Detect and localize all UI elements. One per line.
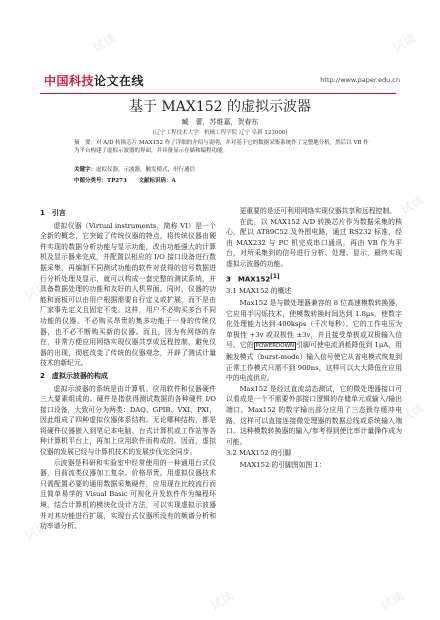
site-url[interactable]: http://www.paper.edu.cn xyxy=(320,76,400,84)
paper-affiliation: (辽宁工程技术大学 机械工程学院 辽宁 阜新 123000) xyxy=(152,130,288,136)
site-logo[interactable]: 中国科技论文在线 xyxy=(44,74,145,88)
body-paragraph: Max152 是与微处理器兼容的 8 位高速模数转换器，它应用半闪烁技术，使模数转换时间达到 1.8μs，使数字化处理能力达到 400ksps（千次每秒）。它的工作电压为单极性 +3v 或双极性 ±3v，并且接受单极或双极输入信号。它的 POWERDOWN 引脚可使电流消耗降低到 1μA，用触发模式（burst-mode）输入信号使它从省电模式恢复到正常工作模式只需不到 900ns，这样可以大大降低在应用中的电流供应。 xyxy=(226,299,403,383)
paper-title: 基于 MAX152 的虚拟示波器 xyxy=(128,99,312,115)
section-heading: 1 引言 xyxy=(40,209,66,217)
paper-authors: 臧 蕾，苏维嘉，贺春东 xyxy=(181,118,259,126)
body-paragraph: 更重要的是还可利用网络实现仪器共享和远程控制。 xyxy=(239,207,396,215)
watermark: 试读 xyxy=(22,278,51,303)
subsection-heading: 3.1 MAX152 的概述 xyxy=(226,287,292,296)
keywords-value: 虚拟仪器，示波器，触发模式，串行通信 xyxy=(96,167,196,173)
watermark: 试读 xyxy=(22,518,51,543)
doc-label: 文献标识码： xyxy=(138,178,172,184)
doc-value: A xyxy=(171,178,176,184)
paper-abstract: 摘 要：对 A/D 转换芯片 MAX152 作了详细的介绍与说明，并对基于它的数据采集系统作了完整地分析，然后以 VB 作为平台构建了虚拟示波器的界面，并具备显示存储和编程功能。 xyxy=(74,140,369,154)
watermark: 试读 xyxy=(90,30,119,55)
body-paragraph: 在此，以 MAX152 A/D 转换芯片作为数据采集的核心，配以 AT89C52 及外围电路，通过 RS232 标准，经由 MAX232 与 PC 机完成串口通讯，再由 VB 作为平台，对所采集到的信号进行分析、处理、显示，最终实现虚拟示波器的功能。 xyxy=(226,217,402,268)
watermark: 试读 xyxy=(398,192,427,217)
subsection-heading: 3.2 MAX152 的引脚 xyxy=(226,449,292,458)
watermark: 试读 xyxy=(378,588,407,613)
powerdown-pin-label: POWERDOWN xyxy=(255,343,295,350)
page-header xyxy=(0,70,440,92)
classification-line xyxy=(74,176,374,184)
section-heading: 2 虚拟示波器的构成 xyxy=(40,371,108,380)
watermark: 试读 xyxy=(390,30,419,55)
cls-value: TP273 xyxy=(107,178,127,184)
body-paragraph: MAX152 的引脚图如图 1： xyxy=(239,460,326,469)
header-rule xyxy=(40,93,396,94)
keywords-line xyxy=(74,165,374,173)
watermark: 试读 xyxy=(208,588,237,613)
body-paragraph: 虚拟仪器（Virtual instruments，简称 VI）是一个全新的概念，它突破了传统仪器的特点，将传统仪器由硬件实现的数据分析功能与显示功能，改由功能强大的计算机及显示器来完成，并配置以相应的 I/O 接口设备进行数据采集，再编制不同测试功能的软件对获得的信号数据进行分析处理及显示，就可以构成一套完整的测试系统，并具备数据处理的功能和友好的人机界面。同时，仪器的功能和面板可以由用户根据需要自行定义或扩展，而不是由厂家事先定义且固定不变。这样，用户不必购买多台不同功能的仪器，不必购买昂贵的集多功能于一身的传统仪器，也不必不断购买新的仪器。而且，因为有网络的存在，非常方便应用网络实现仪器共享或远程控制，避免仪器的出现，彻底改变了传统的仪器观念，开辟了测试计量技术的新纪元。 xyxy=(40,221,216,368)
body-paragraph: 示波器是科研和实验室中经常使用的一种通用台式仪器，目前流类仪器加工复杂、价格昂贵。用虚拟仪器技术只需配置必要的通用数据采集硬件，应用现在比较流行而且简单易学的 Visual Basic 可视化开发软件作为编程环境，结合计算机的模块化设计方法，可以实现虚拟示波器并对其功能进行扩展，实现台式仪器所没有的频谱分析和功率谱分析。 xyxy=(40,458,216,531)
section-heading: 3 MAX152[1] xyxy=(226,273,280,283)
left-column xyxy=(40,206,216,532)
right-column xyxy=(226,206,402,471)
body-paragraph: Max152 是经过直流动态测试，它的微处理器接口可以看成是一个不需要外部接口逻辑的存储单元或输入/输出端口。Max152 的数字输出部分应用了三态锁存缓冲电路，这样可以直接连接微处理器的数据总线或系统输入端口。这种模数转换器的输入/参考得到使比率计量操作成为可能。 xyxy=(226,384,402,446)
cls-label: 中图分类号： xyxy=(74,178,108,184)
watermark: 试读 xyxy=(398,400,427,425)
body-paragraph: 虚拟示波器的系统是由计算机、应用软件和仪器硬件三大要素组成的。硬件是指获得测试数据的各种硬件 I/O 接口设备，大致可分为两类：DAQ、GPIB、VXI、PXI，因此组成了四种虚拟仪器体系结构。无论哪种结构，都是将硬件仪器嵌入到笔记本电脑、台式计算机或工作站等各种计算机平台上，再加上应用软件而构成的。因而，虚拟仪器的发展已经与计算机技术的发展步伐完全同步。 xyxy=(40,384,216,457)
keywords-label: 关键字： xyxy=(74,167,97,173)
